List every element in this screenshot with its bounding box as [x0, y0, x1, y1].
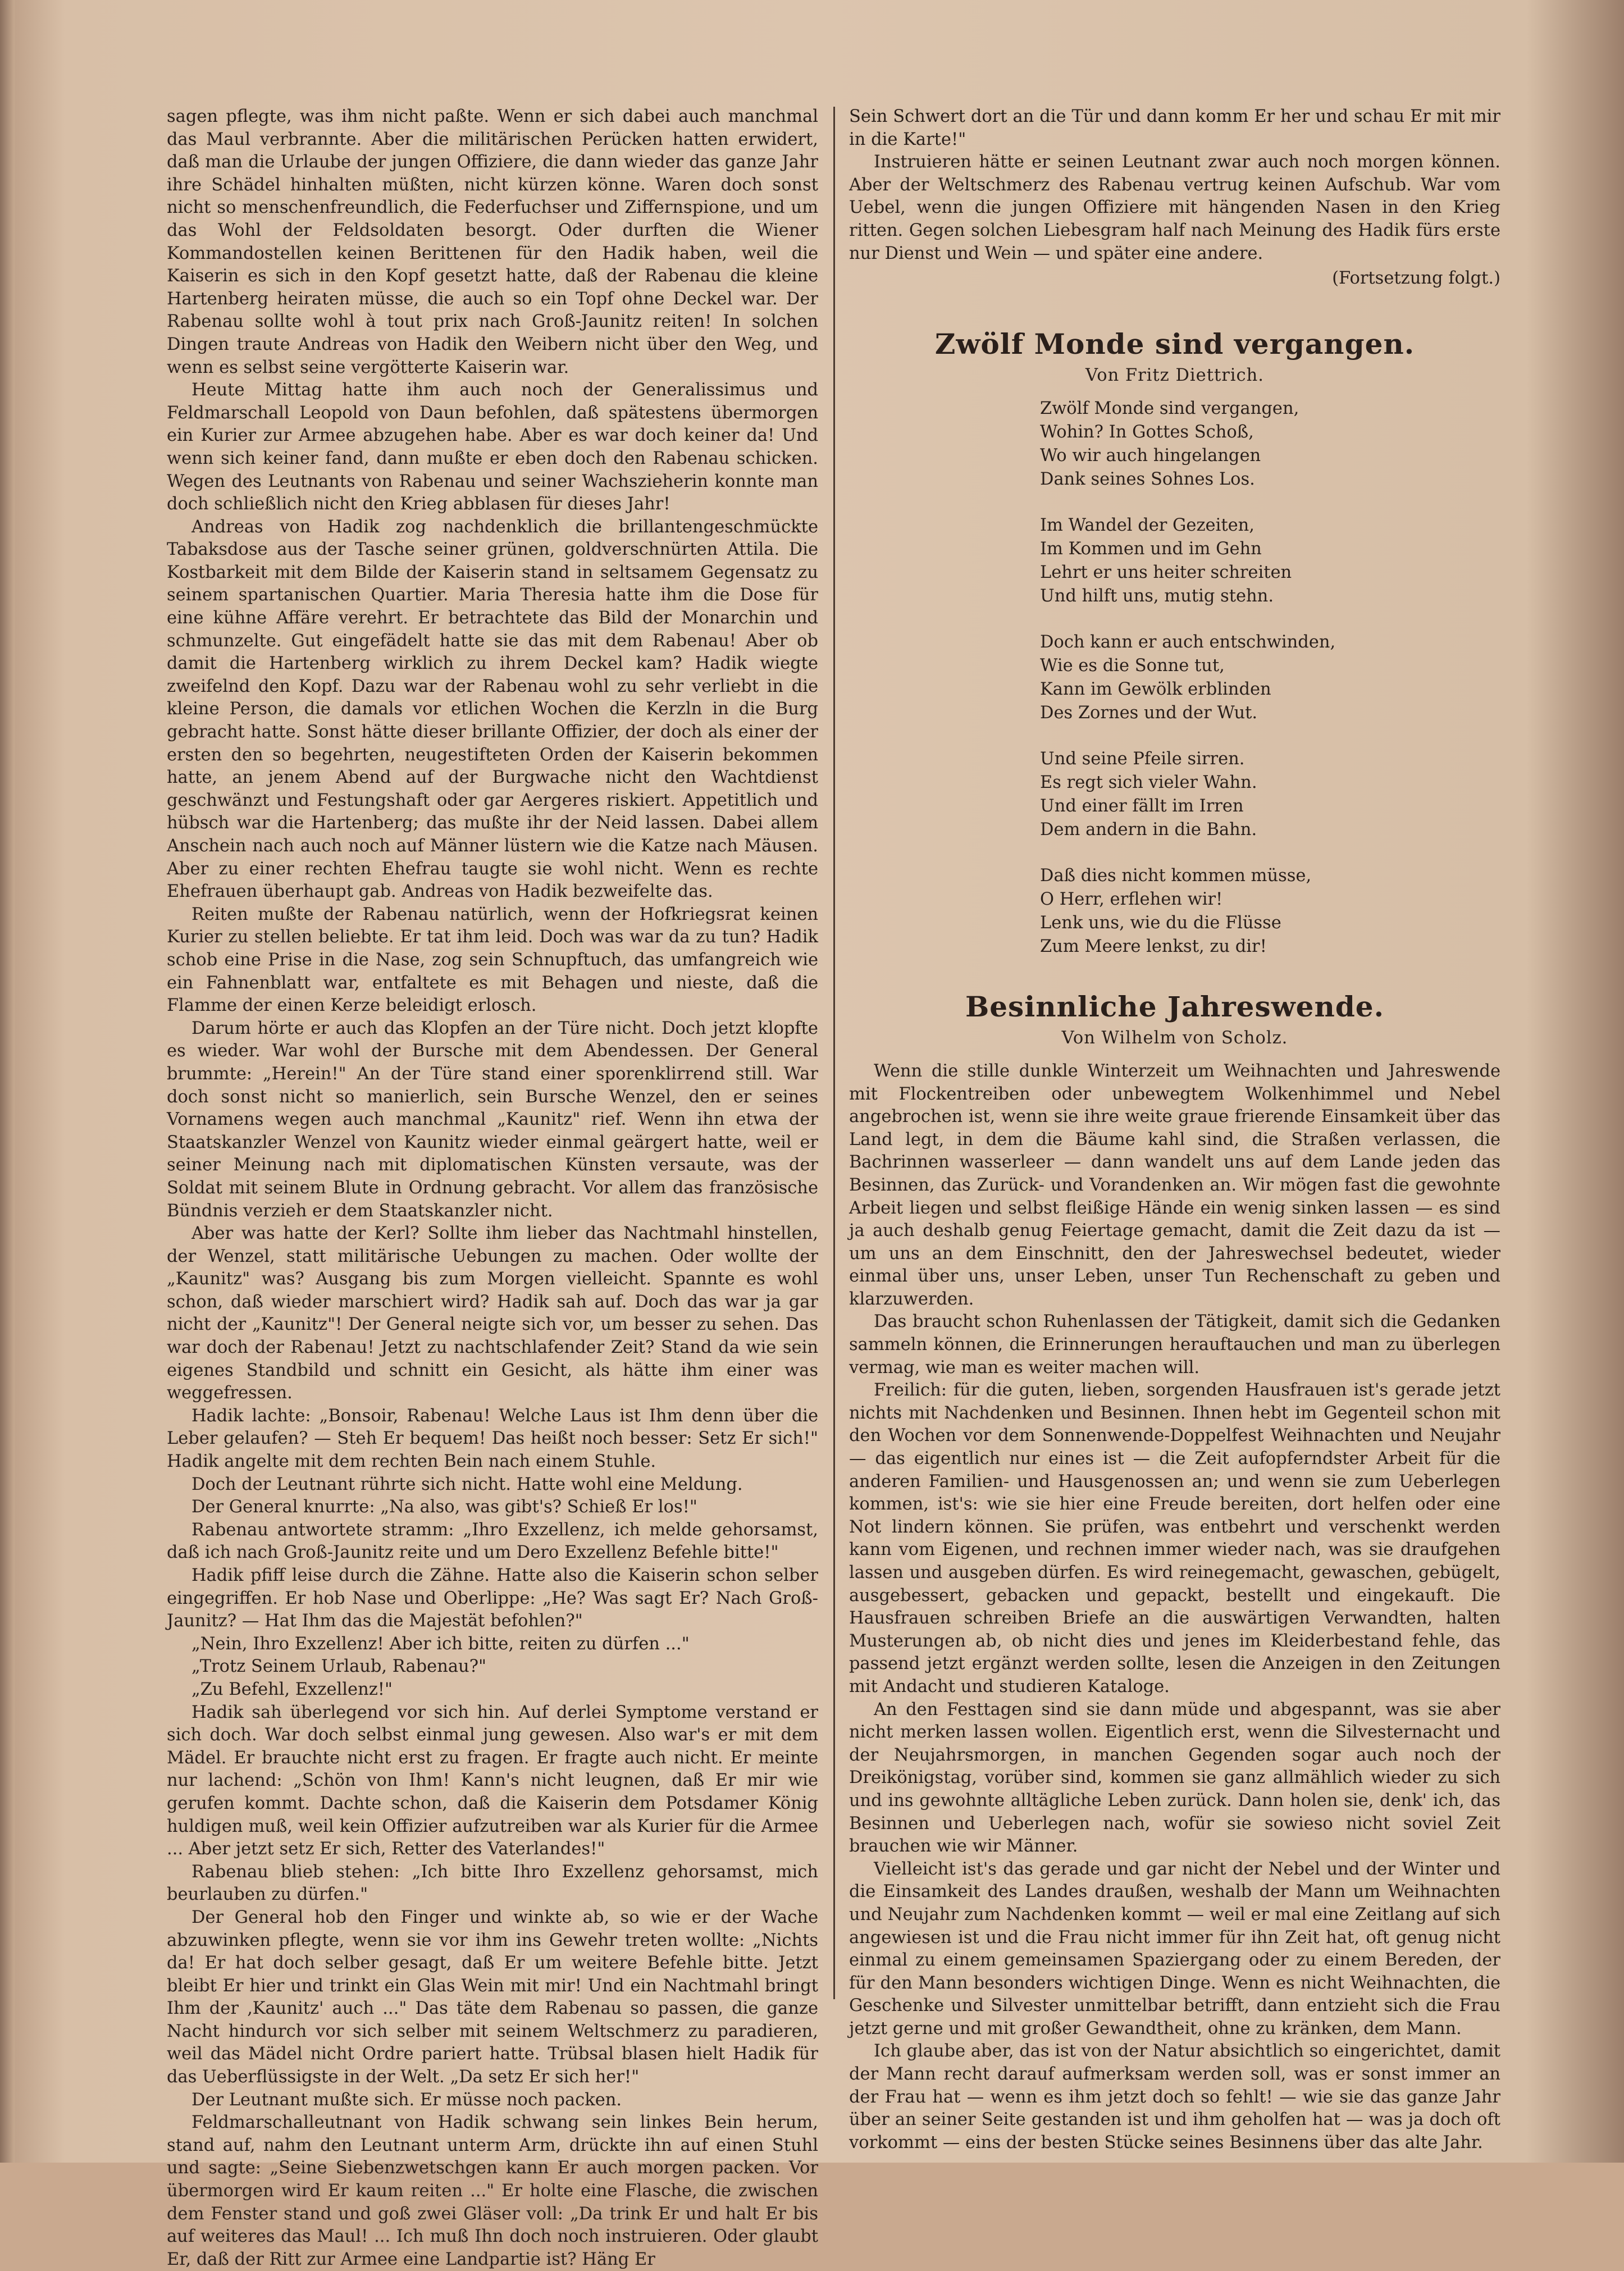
poem-line: O Herr, erflehen wir! [1040, 890, 1223, 910]
story-paragraph: Rabenau antwortete stramm: „Ihro Exzellenz, ich melde gehorsamst, daß ich nach Groß-Jaunitz reite und um Dero Exzellenz Befehle bitte!" [167, 1520, 818, 1563]
column-divider [833, 107, 835, 1999]
poem-stanza [1040, 397, 1500, 491]
story-paragraph: Feldmarschalleutnant von Hadik schwang sein linkes Bein herum, stand auf, nahm den Leutnant unterm Arm, drückte ihn auf einen Stuhl und sagte: „Seine Siebenzwetschgen kann Er auch morgen packen. Vor übermorgen wird Er kaum reiten ..." Er holte eine Flasche, die zwischen dem Fenster stand und goß zwei Gläser voll: „Da trink Er und halt Er bis auf weiteres das Maul! ... Ich muß Ihn doch noch instruieren. Oder glaubt Er, daß der Ritt zur Armee eine Landpartie ist? Häng Er [167, 2113, 818, 2269]
story-paragraph: Darum hörte er auch das Klopfen an der Türe nicht. Doch jetzt klopfte es wieder. War wohl der Bursche mit dem Abendessen. Der General brummte: „Herein!" An der Türe stand einer sporenklirrend still. War doch sonst nicht so manierlich, sein Bursche Wenzel, den er seines Vornamens wegen auch manchmal „Kaunitz" rief. Wenn ihn etwa der Staatskanzler Wenzel von Kaunitz wieder einmal geärgert hatte, weil er seiner Meinung nach mit diplomatischen Künsten versaute, was der Soldat mit seinem Blute in Ordnung gebracht. Vor allem das französische Bündnis verzieh er dem Staatskanzler nicht. [167, 1018, 818, 1221]
poem-line: Wie es die Sonne tut, [1040, 656, 1225, 676]
poem-line: Lehrt er uns heiter schreiten [1040, 563, 1292, 583]
essay-paragraph: Freilich: für die guten, lieben, sorgenden Hausfrauen ist's gerade jetzt nichts mit Nachdenken und Besinnen. Ihnen hebt im Gegenteil schon mit den Wochen vor dem Sonnenwende-Doppelfest Weihnachten und Neujahr — das eigentlich nur eines ist — die Zeit aufopferndster Arbeit für die anderen Familien- und Hausgenossen an; und wenn sie zum Ueberlegen kommen, ist's: wie sie hier eine Freude bereiten, dort helfen oder eine Not lindern können. Sie prüfen, was entbehrt und verschenkt werden kann vom Eigenen, und rechnen immer wieder nach, was sie draufgehen lassen und ausgeben dürfen. Es wird reinegemacht, gewaschen, gebügelt, ausgebessert, gebacken und gepackt, bestellt und eingekauft. Die Hausfrauen schreiben Briefe an die auswärtigen Verwandten, halten Musterungen ab, ob nicht dies und jenes im Kleiderbestand fehle, das passend jetzt ergänzt werden sollte, lesen die Anzeigen in den Zeitungen mit Andacht und studieren Kataloge. [849, 1380, 1500, 1697]
poem-stanza [1040, 864, 1500, 959]
story-paragraph: sagen pflegte, was ihm nicht paßte. Wenn er sich dabei auch manchmal das Maul verbrannte. Aber die militärischen Perücken hatten erwidert, daß man die Urlaube der jungen Offiziere, die dann wieder das ganze Jahr ihre Schädel hinhalten müßten, nicht kürzen könne. Waren doch sonst nicht so menschenfreundlich, die Federfuchser und Ziffernspione, und um das Wohl der Feldsoldaten besorgt. Oder durften die Wiener Kommandostellen keinen Berittenen für den Hadik haben, weil die Kaiserin es sich in den Kopf gesetzt hatte, daß der Rabenau die kleine Hartenberg heiraten müsse, die auch so ein Topf ohne Deckel war. Der Rabenau sollte wohl à tout prix nach Groß-Jaunitz reiten! In solchen Dingen traute Andreas von Hadik den Weibern nicht über den Weg, und wenn es selbst seine vergötterte Kaiserin war. [167, 107, 818, 377]
poem-line: Und einer fällt im Irren [1040, 796, 1244, 817]
poem-line: Doch kann er auch entschwinden, [1040, 632, 1336, 653]
poem-line: Zum Meere lenkst, zu dir! [1040, 937, 1267, 957]
story-paragraph: Aber was hatte der Kerl? Sollte ihm lieber das Nachtmahl hinstellen, der Wenzel, statt militärische Uebungen zu machen. Oder wollte der „Kaunitz" was? Ausgang bis zum Morgen vielleicht. Spannte es wohl schon, daß wieder marschiert wird? Hadik sah auf. Doch das war ja gar nicht der „Kaunitz"! Der General neigte sich vor, um besser zu sehen. Das war doch der Rabenau! Jetzt zu nachtschlafender Zeit? Stand da wie sein eigenes Standbild und schnitt ein Gesicht, als hätte ihm einer was weggefressen. [167, 1224, 818, 1403]
essay-paragraph: An den Festtagen sind sie dann müde und abgespannt, was sie aber nicht merken lassen wollen. Eigentlich erst, wenn die Silvesternacht und der Neujahrsmorgen, in manchen Gegenden sogar auch noch der Dreikönigstag, vorüber sind, kommen sie ganz allmählich wieder zu sich und ins gewohnte alltägliche Leben zurück. Dann holen sie, denk' ich, das Besinnen und Ueberlegen nach, wofür sie sowieso nicht soviel Zeit brauchen wie wir Männer. [849, 1699, 1500, 1857]
story-paragraph: „Zu Befehl, Exzellenz!" [191, 1679, 393, 1699]
right-column [849, 106, 1500, 2153]
essay-title: Besinnliche Jahreswende. [965, 990, 1385, 1024]
poem-line: Im Wandel der Gezeiten, [1040, 516, 1255, 536]
story-paragraph: Hadik pfiff leise durch die Zähne. Hatte also die Kaiserin schon selber eingegriffen. Er hob Nase und Oberlippe: „He? Was sagt Er? Nach Groß-Jaunitz? — Hat Ihm das die Majestät befohlen?" [167, 1566, 818, 1631]
poem-stanza [1040, 631, 1500, 725]
poem-title: Zwölf Monde sind vergangen. [934, 327, 1415, 361]
poem-line: Und seine Pfeile sirren. [1040, 749, 1245, 769]
essay-author: Von Wilhelm von Scholz. [1061, 1028, 1288, 1048]
story-paragraph: Der Leutnant mußte sich. Er müsse noch packen. [191, 2090, 622, 2110]
essay-paragraph: Wenn die stille dunkle Winterzeit um Weihnachten und Jahreswende mit Flockentreiben oder unbewegtem Wolkenhimmel und Nebel angebrochen ist, wenn sie ihre weite graue frierende Einsamkeit über das Land legt, in dem die Bäume kahl sind, die Straßen verlassen, die Bachrinnen wasserleer — dann wandelt uns auf dem Lande jeden das Besinnen, das Zurück- und Vorandenken an. Wir mögen fast die gewohnte Arbeit liegen und selbst fleißige Hände ein wenig sinken lassen — es sind ja auch deshalb genug Feiertage gemacht, damit die Zeit dazu da ist — um uns an dem Einschnitt, den der Jahreswechsel bedeutet, wieder einmal über uns, unser Leben, unser Tun Rechenschaft zu geben und klarzuwerden. [849, 1061, 1500, 1309]
essay-paragraph: Vielleicht ist's das gerade und gar nicht der Nebel und der Winter und die Einsamkeit des Landes draußen, weshalb der Mann um Weihnachten und Neujahr zum Nachdenken kommt — weil er mal eine Zeitlang auf sich angewiesen ist und die Frau nicht immer für ihn Zeit hat, oft genug nicht einmal zu einem gemeinsamen Spaziergang oder zu einem Bereden, der für den Mann besonders wichtigen Dinge. Wenn es nicht Weihnachten, die Geschenke und Silvester unmittelbar betrifft, dann entzieht sich die Frau jetzt gerne und mit großer Gewandtheit, ohne zu kränken, dem Mann. [849, 1859, 1500, 2039]
poem-line: Im Kommen und im Gehn [1040, 539, 1262, 559]
poem-line: Zwölf Monde sind vergangen, [1040, 399, 1299, 419]
continuation-note: (Fortsetzung folgt.) [1332, 268, 1500, 289]
poem-line: Daß dies nicht kommen müsse, [1040, 866, 1312, 886]
poem-line: Dank seines Sohnes Los. [1040, 469, 1255, 490]
poem-line: Lenk uns, wie du die Flüsse [1040, 913, 1281, 933]
story-paragraph: Der General knurrte: „Na also, was gibt's? Schieß Er los!" [191, 1497, 697, 1517]
poem-stanza [1040, 514, 1500, 608]
story-paragraph: Instruieren hätte er seinen Leutnant zwar auch noch morgen können. Aber der Weltschmerz des Rabenau vertrug keinen Aufschub. War vom Uebel, wenn die jungen Offiziere mit hängenden Nasen in den Krieg ritten. Gegen solchen Liebesgram half nach Meinung des Hadik fürs erste nur Dienst und Wein — und später eine andere. [849, 152, 1500, 263]
story-paragraph: Sein Schwert dort an die Tür und dann komm Er her und schau Er mit mir in die Karte!" [849, 107, 1500, 149]
story-paragraph: „Nein, Ihro Exzellenz! Aber ich bitte, reiten zu dürfen ..." [191, 1634, 690, 1654]
poem-line: Es regt sich vieler Wahn. [1040, 773, 1257, 793]
left-column [167, 106, 818, 2269]
story-paragraph: Der General hob den Finger und winkte ab, so wie er der Wache abzuwinken pflegte, wenn sie vor ihm ins Gewehr treten wollte: „Nichts da! Er hat doch selber gesagt, daß Er um weitere Befehle bitte. Jetzt bleibt Er hier und trinkt ein Glas Wein mit mir! Und ein Nachtmahl bringt Ihm der ‚Kaunitz' auch ..." Das täte dem Rabenau so passen, die ganze Nacht hindurch vor sich selber mit seinem Weltschmerz zu paradieren, weil das Mädel nicht Ordre pariert hatte. Trübsal blasen hielt Hadik für das Ueberflüssigste in der Welt. „Da setz Er sich her!" [167, 1907, 818, 2087]
poem-line: Wohin? In Gottes Schoß, [1040, 422, 1254, 443]
story-paragraph: Hadik sah überlegend vor sich hin. Auf derlei Symptome verstand er sich doch. War doch selbst einmal jung gewesen. Also war's er mit dem Mädel. Er brauchte nicht erst zu fragen. Er fragte auch nicht. Er meinte nur lachend: „Schön von Ihm! Kann's nicht leugnen, daß Er mir wie gerufen kommt. Dachte schon, daß die Kaiserin dem Potsdamer König huldigen muß, weil kein Offizier aufzutreiben war als Kurier für die Armee ... Aber jetzt setz Er sich, Retter des Vaterlandes!" [167, 1702, 818, 1859]
story-paragraph: Hadik lachte: „Bonsoir, Rabenau! Welche Laus ist Ihm denn über die Leber gelaufen? — Steh Er bequem! Das heißt noch besser: Setz Er sich!" Hadik angelte mit dem rechten Bein nach einem Stuhle. [167, 1406, 818, 1472]
story-paragraph: Doch der Leutnant rührte sich nicht. Hatte wohl eine Meldung. [191, 1474, 743, 1494]
story-paragraph: Andreas von Hadik zog nachdenklich die brillantengeschmückte Tabaksdose aus der Tasche seiner grünen, goldverschnürten Attila. Die Kostbarkeit mit dem Bilde der Kaiserin stand in seltsamem Gegensatz zu seinem spartanischen Quartier. Maria Theresia hatte ihm die Dose für eine kühne Affäre verehrt. Er betrachtete das Bild der Monarchin und schmunzelte. Gut eingefädelt hatte sie das mit dem Rabenau! Aber ob damit die Hartenberg wirklich zu ihrem Deckel kam? Hadik wiegte zweifelnd den Kopf. Dazu war der Rabenau wohl zu sehr verliebt in die kleine Person, die damals vor etlichen Wochen die Kerzln in die Burg gebracht hatte. Sonst hätte dieser brillante Offizier, der doch als einer der ersten den so begehrten, neugestifteten Orden der Kaiserin bekommen hatte, an jenem Abend auf der Burgwache nicht den Wachtdienst geschwänzt und Festungshaft oder gar Aergeres riskiert. Appetitlich und hübsch war die Hartenberg; das mußte ihr der Neid lassen. Dabei allem Anschein nach auch noch auf Männer lüstern wie die Katze nach Mäusen. Aber zu einer rechten Ehefrau taugte sie wohl nicht. Wenn es rechte Ehefrauen überhaupt gab. Andreas von Hadik bezweifelte das. [167, 517, 818, 902]
essay-paragraph: Das braucht schon Ruhenlassen der Tätigkeit, damit sich die Gedanken sammeln können, die Erinnerungen herauftauchen und man zu überlegen vermag, wie man es weiter machen will. [849, 1312, 1500, 1378]
story-paragraph: „Trotz Seinem Urlaub, Rabenau?" [191, 1657, 487, 1677]
story-paragraph: Reiten mußte der Rabenau natürlich, wenn der Hofkriegsrat keinen Kurier zu stellen beliebte. Er tat ihm leid. Doch was war da zu tun? Hadik schob eine Prise in die Nase, zog sein Schnupftuch, das umfangreich wie ein Fahnenblatt war, entfaltete es mit Behagen und nieste, daß die Flamme der einen Kerze beleidigt erlosch. [167, 904, 818, 1016]
poem [1040, 397, 1500, 959]
poem-author: Von Fritz Diettrich. [1085, 365, 1264, 385]
poem-line: Dem andern in die Bahn. [1040, 820, 1257, 840]
poem-line: Und hilft uns, mutig stehn. [1040, 586, 1274, 606]
story-paragraph: Heute Mittag hatte ihm auch noch der Generalissimus und Feldmarschall Leopold von Daun befohlen, daß spätestens übermorgen ein Kurier zur Armee abzugehen habe. Aber es war doch keiner da! Und wenn sich keiner fand, dann mußte er eben doch den Rabenau schicken. Wegen des Leutnants von Rabenau und seiner Wachszieherin konnte man doch schließlich nicht den Krieg abblasen für dieses Jahr! [167, 380, 818, 514]
poem-stanza [1040, 747, 1500, 842]
page-binding-edge [0, 0, 15, 2163]
poem-line: Kann im Gewölk erblinden [1040, 680, 1271, 700]
poem-line: Wo wir auch hingelangen [1040, 446, 1261, 466]
story-paragraph: Rabenau blieb stehen: „Ich bitte Ihro Exzellenz gehorsamst, mich beurlauben zu dürfen." [167, 1862, 818, 1905]
poem-line: Des Zornes und der Wut. [1040, 703, 1258, 723]
essay-paragraph: Ich glaube aber, das ist von der Natur absichtlich so eingerichtet, damit der Mann recht darauf aufmerksam werden soll, was er sonst immer an der Frau hat — wenn es ihm jetzt doch so fehlt! — wie sie das ganze Jahr über an seiner Seite gestanden ist und ihm geholfen hat — was ja doch oft vorkommt — eins der besten Stücke seines Besinnens über das alte Jahr. [849, 2041, 1500, 2153]
